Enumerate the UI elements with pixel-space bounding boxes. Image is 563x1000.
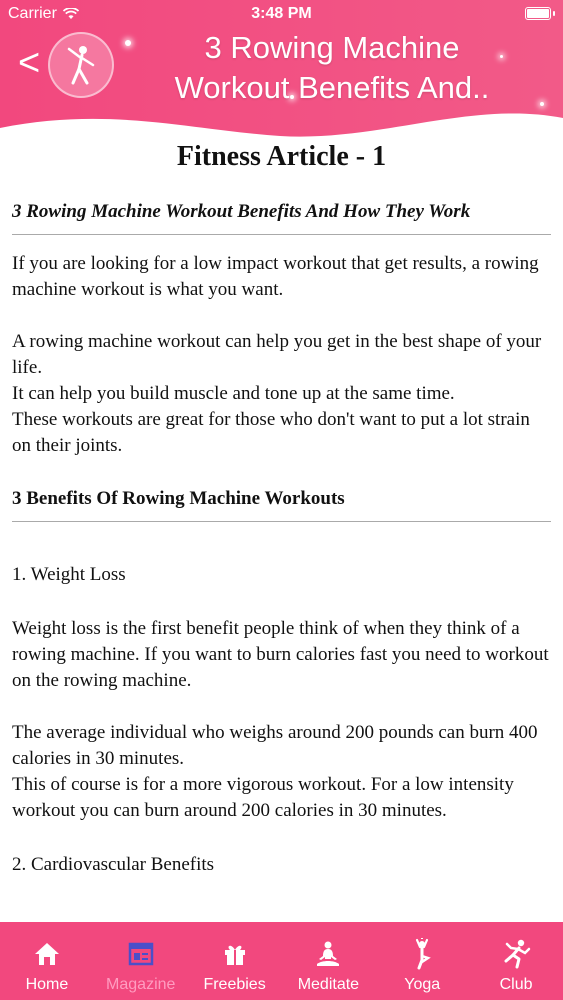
tab-label: Freebies	[203, 976, 266, 993]
header-bar	[0, 0, 563, 150]
tab-label: Magazine	[106, 976, 176, 993]
divider	[12, 234, 551, 235]
tab-club[interactable]	[469, 922, 563, 1000]
dancer-icon	[61, 43, 101, 87]
section-title: 3 Benefits Of Rowing Machine Workouts	[12, 488, 345, 509]
tab-meditate[interactable]	[281, 922, 375, 1000]
yoga-icon	[406, 938, 438, 970]
magazine-icon	[125, 938, 157, 970]
page-title-line1: 3 Rowing Machine	[204, 30, 460, 65]
article-paragraph: The average individual who weighs around 200 pounds can burn 400 calories in 30 minutes.	[12, 722, 538, 769]
back-button[interactable]: <	[18, 42, 41, 84]
tab-bar	[0, 922, 563, 1000]
article-paragraph: This of course is for a more vigorous workout. For a low intensity workout you can burn around 200 calories in 30 minutes.	[12, 774, 514, 821]
status-bar	[0, 0, 563, 30]
app-logo	[48, 32, 114, 98]
tab-freebies[interactable]	[188, 922, 282, 1000]
gift-icon	[219, 938, 251, 970]
club-icon	[500, 938, 532, 970]
article-paragraph: It can help you build muscle and tone up at the same time.	[12, 383, 455, 404]
carrier-label: Carrier	[8, 5, 57, 22]
battery-icon	[525, 7, 551, 20]
tab-label: Club	[499, 976, 533, 993]
divider	[12, 521, 551, 522]
article-paragraph: These workouts are great for those who don't want to put a lot strain on their joints.	[12, 409, 530, 456]
page-title	[112, 28, 552, 108]
tab-label: Yoga	[404, 976, 441, 993]
article-content[interactable]	[0, 130, 563, 922]
list-item-heading: 2. Cardiovascular Benefits	[12, 854, 215, 875]
article-paragraph: Weight loss is the first benefit people think of when they think of a rowing machine. If you want to burn calories fast you need to workout on the rowing machine.	[12, 618, 549, 691]
article-paragraph: A rowing machine workout can help you get in the best shape of your life.	[12, 331, 542, 378]
tab-home[interactable]	[0, 922, 94, 1000]
article-paragraph: If you are looking for a low impact workout that get results, a rowing machine workout is what you want.	[12, 253, 539, 300]
status-time: 3:48 PM	[251, 5, 312, 22]
article-subtitle: 3 Rowing Machine Workout Benefits And How They Work	[12, 201, 471, 222]
tab-label: Meditate	[297, 976, 360, 993]
tab-magazine[interactable]	[94, 922, 188, 1000]
home-icon	[31, 938, 63, 970]
tab-yoga[interactable]	[375, 922, 469, 1000]
page-title-line2: Workout Benefits And..	[174, 70, 490, 105]
article-title: Fitness Article - 1	[176, 141, 387, 172]
tab-label: Home	[25, 976, 69, 993]
list-item-heading: 1. Weight Loss	[12, 564, 126, 585]
meditate-icon	[312, 938, 344, 970]
